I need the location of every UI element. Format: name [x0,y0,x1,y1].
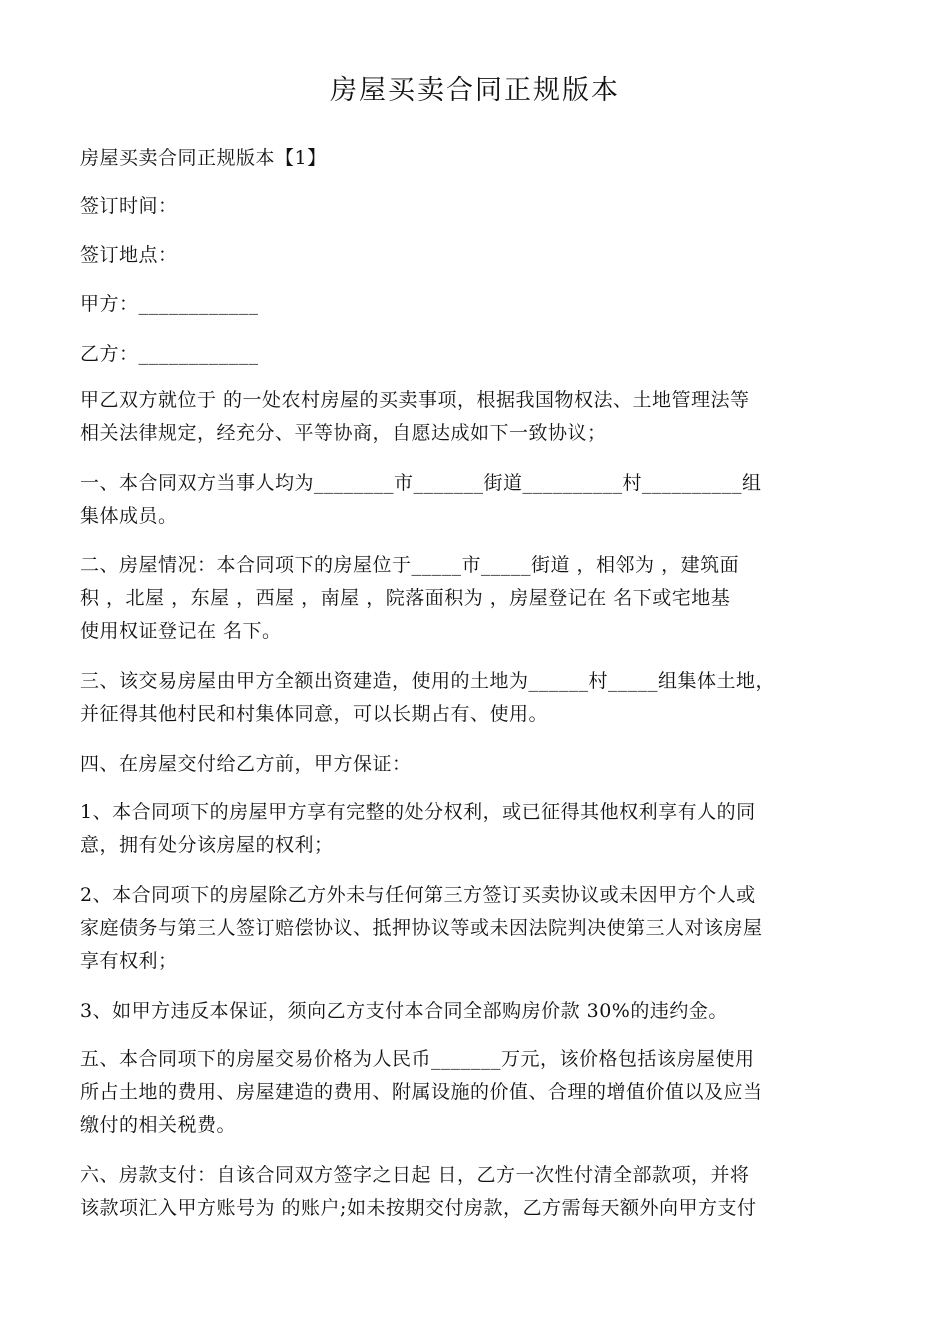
sign-time-label: 签订时间： [80,195,178,217]
item-1-line: 意，拥有处分该房屋的权利； [80,834,334,856]
party-b-field: 乙方：____________ [80,343,259,365]
clause-4: 四、在房屋交付给乙方前，甲方保证： [80,753,412,775]
clause-4-item-2 [80,879,880,978]
clause-4-item-3: 3、如甲方违反本保证，须向乙方支付本合同全部购房价款 30%的违约金。 [80,1000,728,1022]
item-2-line: 2、本合同项下的房屋除乙方外未与任何第三方签订买卖协议或未因甲方个人或 [80,884,756,906]
clause-2-line: 积 ，北屋 ，东屋 ，西屋 ，南屋 ，院落面积为 ，房屋登记在 名下或宅地基 [80,587,731,609]
clause-3-line: 并征得其他村民和村集体同意，可以长期占有、使用。 [80,703,549,725]
clause-5 [80,1043,880,1142]
clause-5-line: 所占土地的费用、房屋建造的费用、附属设施的价值、合理的增值价值以及应当 [80,1081,763,1103]
intro-line: 甲乙双方就位于 的一处农村房屋的买卖事项，根据我国物权法、土地管理法等 [80,389,750,411]
clause-5-line: 五、本合同项下的房屋交易价格为人民币_______万元，该价格包括该房屋使用 [80,1048,755,1070]
clause-3-line: 三、该交易房屋由甲方全额出资建造，使用的土地为______村_____组集体土地， [80,670,776,692]
party-a-field: 甲方：____________ [80,293,259,315]
clause-2-line: 二、房屋情况：本合同项下的房屋位于_____市_____街道 ，相邻为 ，建筑面 [80,554,740,576]
clause-3 [80,665,880,731]
item-1-line: 1、本合同项下的房屋甲方享有完整的处分权利，或已征得其他权利享有人的同 [80,801,756,823]
clause-6-line: 该款项汇入甲方账号为 的账户;如未按期交付房款，乙方需每天额外向甲方支付 [80,1197,757,1219]
clause-2 [80,549,880,648]
clause-1-line: 集体成员。 [80,505,178,527]
intro-paragraph [80,384,880,450]
clause-2-line: 使用权证登记在 名下。 [80,620,282,642]
clause-6 [80,1159,880,1225]
sign-place-label: 签订地点： [80,244,178,266]
item-2-line: 家庭债务与第三人签订赔偿协议、抵押协议等或未因法院判决使第三人对该房屋 [80,917,763,939]
clause-1-line: 一、本合同双方当事人均为________市_______街道__________村__________组 [80,472,762,494]
contract-heading: 房屋买卖合同正规版本【1】 [80,147,327,169]
clause-6-line: 六、房款支付：自该合同双方签字之日起 日，乙方一次性付清全部款项，并将 [80,1164,750,1186]
intro-line: 相关法律规定，经充分、平等协商，自愿达成如下一致协议； [80,422,607,444]
clause-4-item-1 [80,796,880,862]
clause-5-line: 缴付的相关税费。 [80,1114,237,1136]
clause-1 [80,467,880,533]
item-2-line: 享有权利； [80,950,178,972]
document-title: 房屋买卖合同正规版本 [330,75,620,106]
